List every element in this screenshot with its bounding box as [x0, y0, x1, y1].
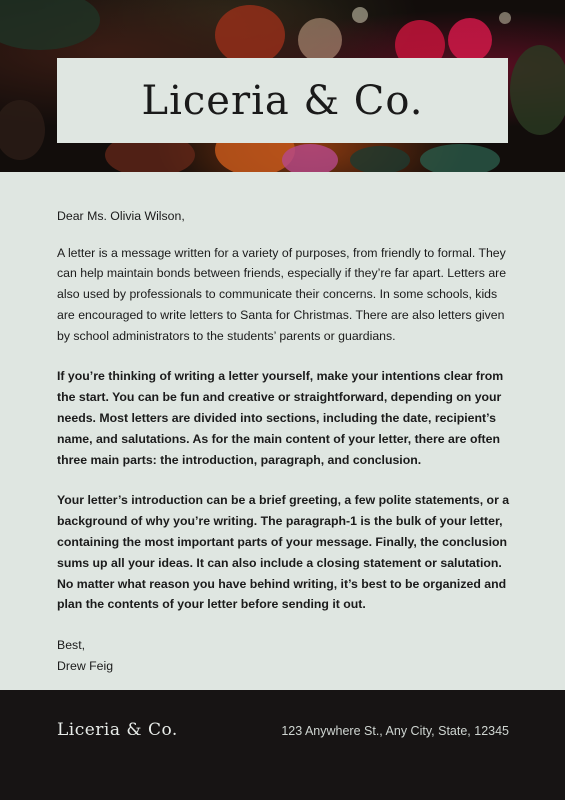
brand-title: Liceria & Co. — [141, 77, 424, 124]
header-banner — [0, 0, 565, 172]
paragraph-3: Your letter’s introduction can be a brief greeting, a few polite statements, or a background of why you’re writing. The paragraph-1 is the bulk of your letter, containing the most important parts of your message. Finally, the conclusion sums up all your ideas. It can also include a closing statement or salutation. No matter what reason you have behind writing, it’s best to be organized and plan the contents of your letter before sending it out. — [57, 493, 510, 612]
footer-address: 123 Anywhere St., Any City, State, 12345 — [281, 724, 509, 738]
salutation: Dear Ms. Olivia Wilson, — [57, 209, 185, 223]
title-box — [57, 58, 508, 143]
footer — [0, 690, 565, 800]
letter-body — [57, 206, 512, 676]
closing: Best, — [57, 638, 86, 653]
paragraph-2: If you’re thinking of writing a letter yourself, make your intentions clear from the start. You can be fun and creative or straightforward, depending on your needs. Most letters are divided into sections, including the date, recipient’s name, and salutations. As for the main content of your letter, there are often three main parts: the introduction, paragraph, and conclusion. — [57, 369, 504, 467]
paragraph-1: A letter is a message written for a variety of purposes, from friendly to formal. They can help maintain bonds between friends, especially if they’re far apart. Letters are also used by professionals to communicate their concerns. In some schools, kids are encouraged to write letters to Santa for Christmas. There are also letters given by school administrators to the students’ parents or guardians. — [57, 245, 507, 343]
footer-brand: Liceria & Co. — [57, 720, 178, 740]
signature: Drew Feig — [57, 658, 114, 673]
